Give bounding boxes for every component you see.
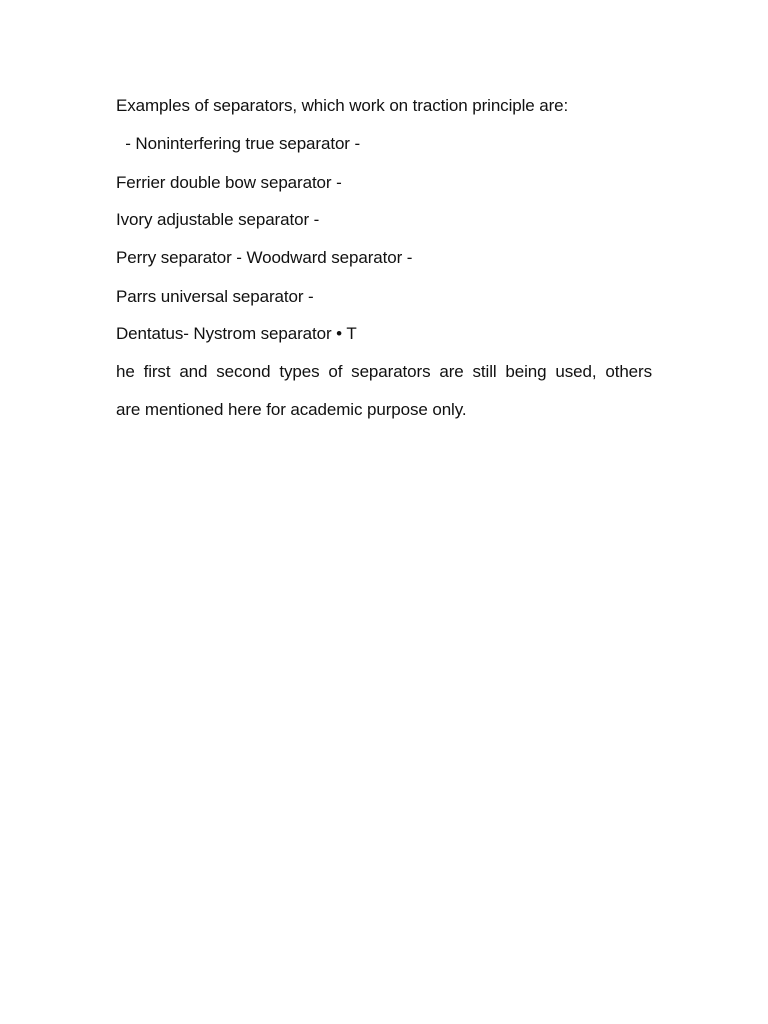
intro-line: Examples of separators, which work on traction principle are:: [116, 96, 569, 115]
paragraph-line-1: he first and second types of separators are still being used, others: [116, 362, 652, 381]
list-line-perry-woodward: Perry separator - Woodward separator -: [116, 248, 413, 267]
list-line-parrs: Parrs universal separator -: [116, 287, 314, 306]
list-line-ivory: Ivory adjustable separator -: [116, 210, 320, 229]
list-line-dentatus: Dentatus- Nystrom separator • T: [116, 324, 357, 343]
list-line-noninterfering: - Noninterfering true separator -: [116, 134, 361, 153]
list-line-ferrier: Ferrier double bow separator -: [116, 173, 342, 192]
paragraph-line-2: are mentioned here for academic purpose only.: [116, 400, 467, 419]
